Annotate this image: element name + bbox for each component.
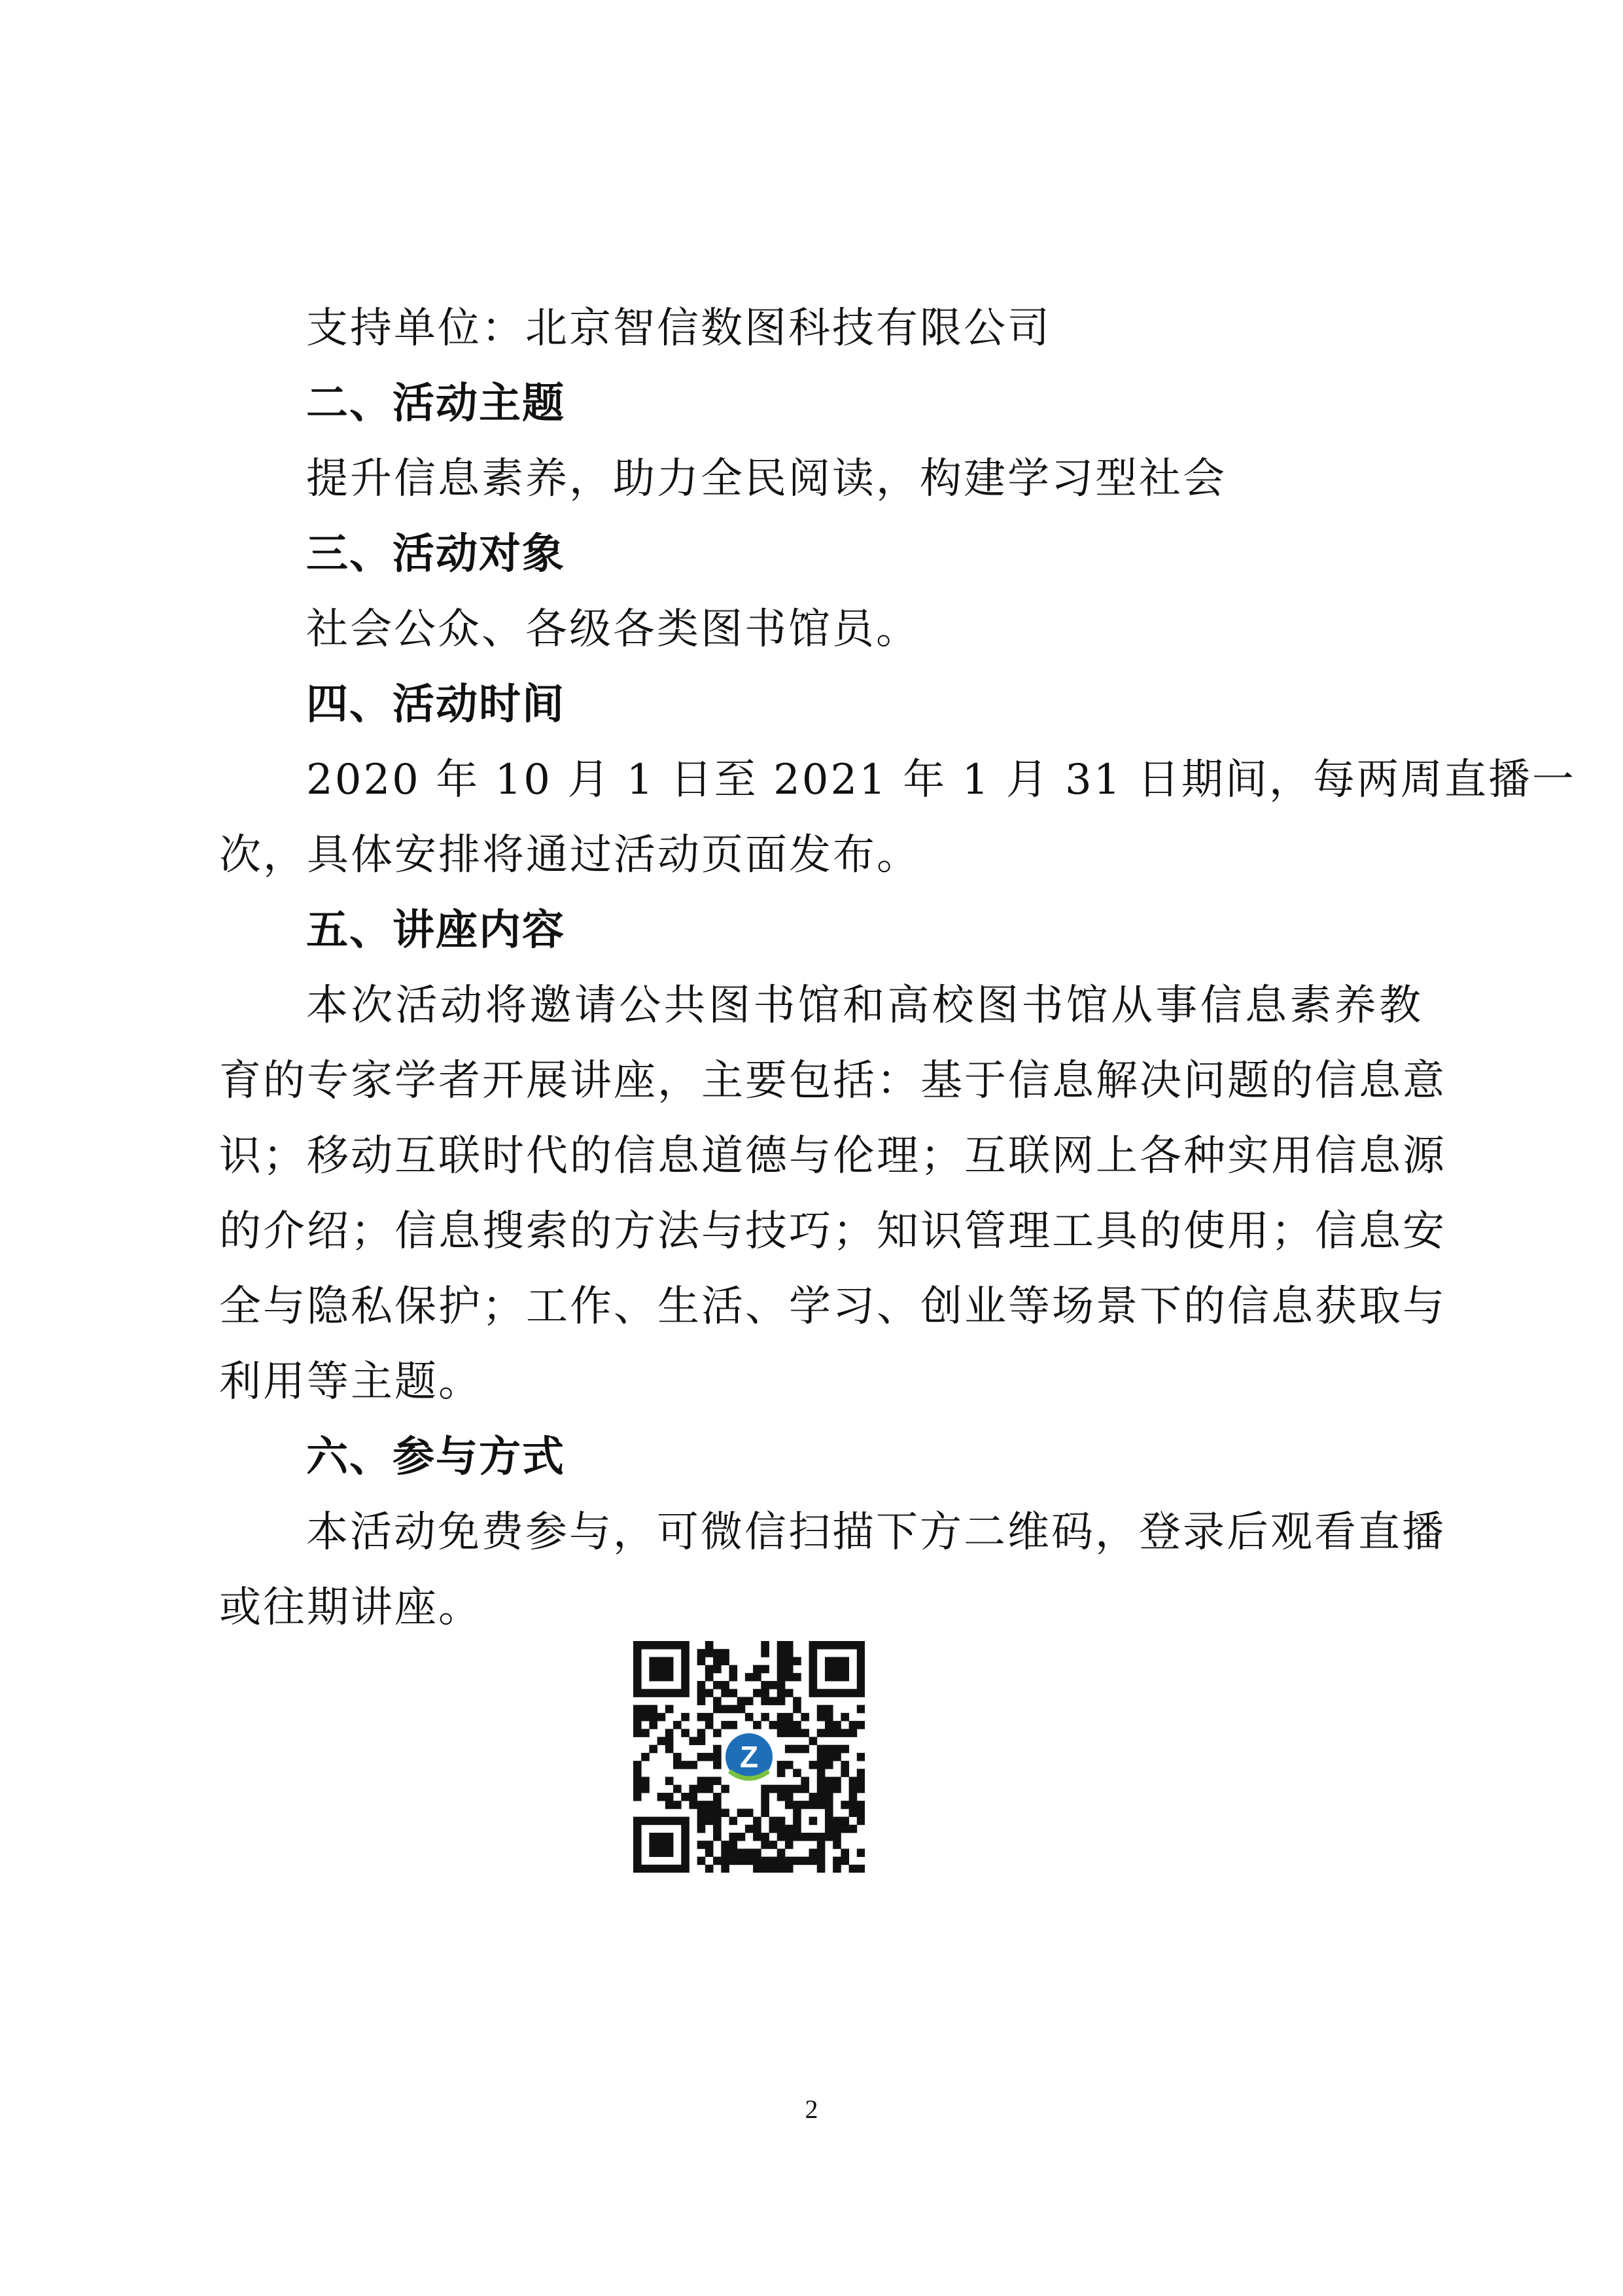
content-text-line-3: 识；移动互联时代的信息道德与伦理；互联网上各种实用信息源 [219,1132,1446,1180]
time-text-line-1: 2020 年 10 月 1 日至 2021 年 1 月 31 日期间，每两周直播一 [306,756,1576,804]
participation-text-line-2: 或往期讲座。 [219,1583,482,1632]
section-heading-audience: 三、活动对象 [306,530,565,578]
qr-logo-letter: Z [739,1740,759,1774]
section-heading-theme: 二、活动主题 [306,380,565,428]
theme-text: 提升信息素养，助力全民阅读，构建学习型社会 [306,455,1227,503]
content-text-line-1: 本次活动将邀请公共图书馆和高校图书馆从事信息素养教 [306,981,1423,1030]
participation-text-line-1: 本活动免费参与，可微信扫描下方二维码，登录后观看直播 [306,1508,1446,1557]
content-text-line-4: 的介绍；信息搜索的方法与技巧；知识管理工具的使用；信息安 [219,1207,1446,1256]
content-text-line-2: 育的专家学者开展讲座，主要包括：基于信息解决问题的信息意 [219,1057,1446,1105]
content-text-line-5: 全与隐私保护；工作、生活、学习、创业等场景下的信息获取与 [219,1282,1446,1331]
support-unit-line: 支持单位：北京智信数图科技有限公司 [306,304,1051,353]
time-text-line-2: 次，具体安排将通过活动页面发布。 [219,831,920,879]
qr-code[interactable] [633,1641,865,1873]
section-heading-content: 五、讲座内容 [306,906,565,955]
audience-text: 社会公众、各级各类图书馆员。 [306,605,920,654]
qr-code-icon [633,1641,865,1873]
section-heading-time: 四、活动时间 [306,680,565,729]
content-text-line-6: 利用等主题。 [219,1358,482,1406]
page-number: 2 [805,2094,818,2124]
section-heading-participation: 六、参与方式 [306,1433,565,1481]
